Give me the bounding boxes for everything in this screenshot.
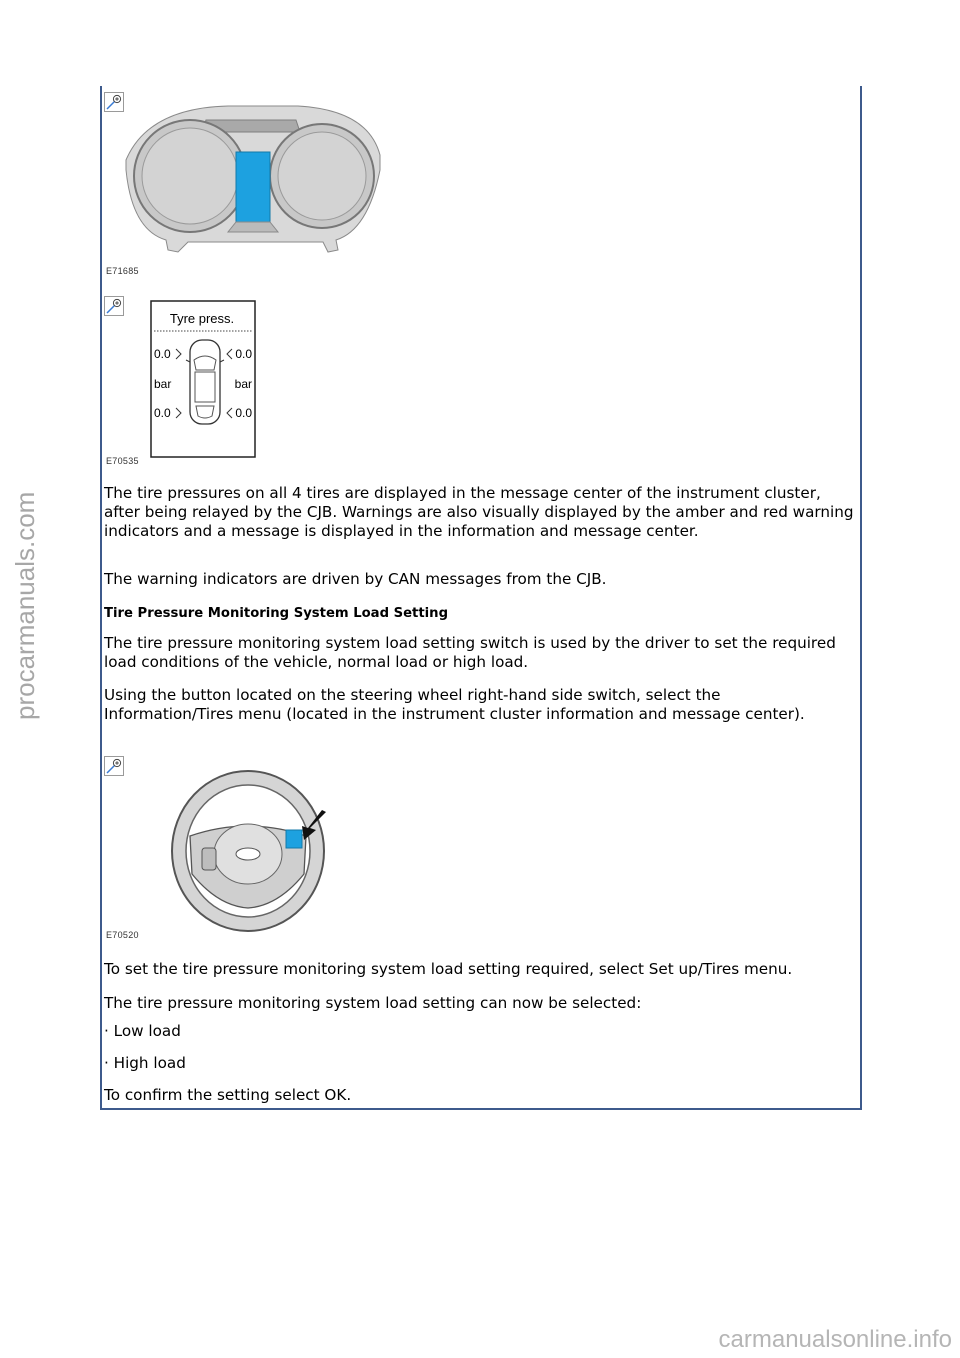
tyre-pressure-display-figure xyxy=(150,300,258,460)
body-paragraph: Using the button located on the steering wheel right-hand side switch, select the Information/Tires menu (located in the instrument cluster information and message center). xyxy=(104,686,805,723)
body-paragraph: The tire pressure monitoring system load setting can now be selected: xyxy=(104,994,642,1012)
rear-left-value: 0.0 xyxy=(154,406,171,420)
figure-id: E70520 xyxy=(106,930,139,940)
section-heading: Tire Pressure Monitoring System Load Setting xyxy=(104,606,449,621)
figure-id: E70535 xyxy=(106,456,139,466)
side-watermark: procarmanuals.com xyxy=(10,491,40,720)
front-left-value: 0.0 xyxy=(154,347,171,361)
body-paragraph: The warning indicators are driven by CAN messages from the CJB. xyxy=(104,570,607,588)
instrument-cluster-figure xyxy=(118,100,384,268)
bottom-watermark: carmanualsonline.info xyxy=(718,1326,952,1353)
body-paragraph: The tire pressures on all 4 tires are displayed in the message center of the instrument cluster, after being relayed by the CJB. Warnings are also visually displayed by the amber and red warning indicators and a message is displayed in the information and message center. xyxy=(104,484,854,540)
figure-id: E71685 xyxy=(106,266,139,276)
zoom-icon[interactable] xyxy=(104,756,124,776)
front-right-value: 0.0 xyxy=(235,347,252,361)
steering-wheel-figure xyxy=(168,756,334,936)
right-unit: bar xyxy=(234,377,252,391)
display-title: Tyre press. xyxy=(169,311,235,326)
rear-right-value: 0.0 xyxy=(235,406,252,420)
zoom-icon[interactable] xyxy=(104,296,124,316)
body-paragraph: To confirm the setting select OK. xyxy=(104,1086,352,1104)
bullet-item: · Low load xyxy=(104,1022,181,1040)
body-paragraph: The tire pressure monitoring system load setting switch is used by the driver to set the required load conditions of the vehicle, normal load or high load. xyxy=(104,634,836,671)
bullet-item: · High load xyxy=(104,1054,186,1072)
body-paragraph: To set the tire pressure monitoring system load setting required, select Set up/Tires menu. xyxy=(104,960,793,978)
left-unit: bar xyxy=(154,377,172,391)
